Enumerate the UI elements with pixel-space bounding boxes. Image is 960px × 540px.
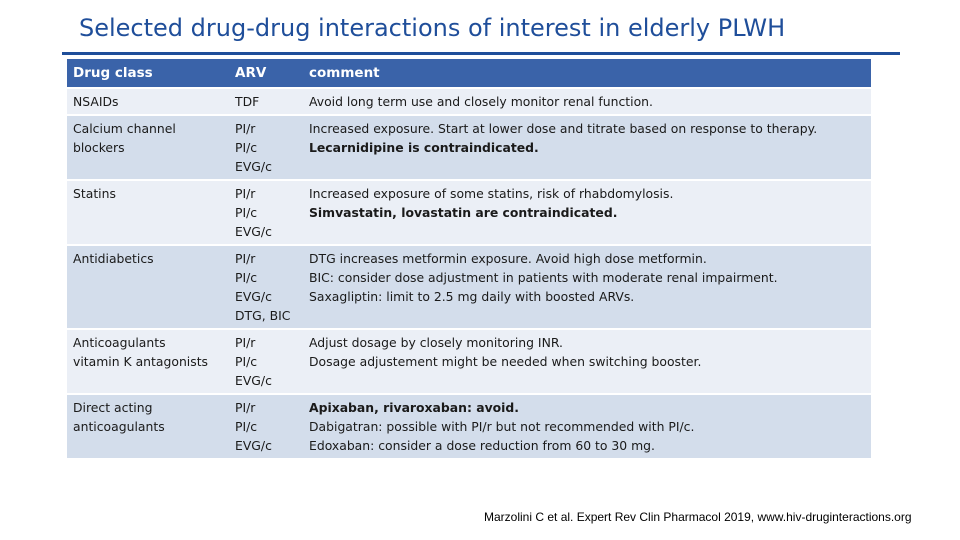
arv-line: EVG/c xyxy=(235,159,272,174)
comment-cell xyxy=(303,181,871,246)
reference-citation: Marzolini C et al. Expert Rev Clin Pharmacol 2019, www.hiv-druginteractions.org xyxy=(484,510,912,524)
comment-line: Simvastatin, lovastatin are contraindicated. xyxy=(309,205,618,220)
arv-line: EVG/c xyxy=(235,289,272,304)
header-arv: ARV xyxy=(229,59,303,89)
comment-line: Avoid long term use and closely monitor renal function. xyxy=(309,94,653,109)
arv-cell xyxy=(229,89,303,116)
arv-cell xyxy=(229,116,303,181)
comment-line: Edoxaban: consider a dose reduction from 60 to 30 mg. xyxy=(309,438,655,453)
comment-line: Lecarnidipine is contraindicated. xyxy=(309,140,539,155)
table-row xyxy=(67,116,871,181)
arv-line: EVG/c xyxy=(235,224,272,239)
arv-line: TDF xyxy=(235,94,260,109)
arv-line: PI/c xyxy=(235,205,258,220)
arv-line: PI/r xyxy=(235,121,256,136)
comment-line: Saxagliptin: limit to 2.5 mg daily with boosted ARVs. xyxy=(309,289,635,304)
drug-class-line: Anticoagulants xyxy=(73,335,166,350)
arv-cell xyxy=(229,330,303,395)
comment-line: Increased exposure. Start at lower dose and titrate based on response to therapy. xyxy=(309,121,818,136)
arv-cell xyxy=(229,246,303,330)
drug-class-cell xyxy=(67,330,229,395)
drug-class-cell xyxy=(67,116,229,181)
drug-class-line: Antidiabetics xyxy=(73,251,154,266)
arv-line: PI/c xyxy=(235,419,258,434)
comment-line: Increased exposure of some statins, risk of rhabdomylosis. xyxy=(309,186,674,201)
drug-class-line: vitamin K antagonists xyxy=(73,354,209,369)
comment-line: Apixaban, rivaroxaban: avoid. xyxy=(309,400,519,415)
arv-line: EVG/c xyxy=(235,438,272,453)
arv-cell xyxy=(229,181,303,246)
drug-class-cell xyxy=(67,89,229,116)
drug-class-cell xyxy=(67,395,229,460)
comment-cell xyxy=(303,89,871,116)
drug-class-line: blockers xyxy=(73,140,125,155)
table-row xyxy=(67,246,871,330)
drug-class-line: Direct acting xyxy=(73,400,153,415)
arv-line: EVG/c xyxy=(235,373,272,388)
table-row xyxy=(67,181,871,246)
arv-line: PI/c xyxy=(235,354,258,369)
slide-title: Selected drug-drug interactions of interest in elderly PLWH xyxy=(79,14,786,42)
arv-line: PI/r xyxy=(235,186,256,201)
header-drug-class: Drug class xyxy=(67,59,229,89)
comment-line: BIC: consider dose adjustment in patients with moderate renal impairment. xyxy=(309,270,778,285)
comment-line: Dabigatran: possible with PI/r but not recommended with PI/c. xyxy=(309,419,695,434)
comment-cell xyxy=(303,330,871,395)
arv-line: PI/r xyxy=(235,335,256,350)
arv-line: PI/c xyxy=(235,270,258,285)
arv-line: PI/r xyxy=(235,400,256,415)
drug-class-cell xyxy=(67,181,229,246)
drug-class-line: anticoagulants xyxy=(73,419,165,434)
drug-class-cell xyxy=(67,246,229,330)
comment-cell xyxy=(303,246,871,330)
table-row xyxy=(67,330,871,395)
table-row xyxy=(67,395,871,460)
arv-cell xyxy=(229,395,303,460)
interactions-table xyxy=(67,59,871,460)
table-header-row xyxy=(67,59,871,89)
drug-class-line: Statins xyxy=(73,186,116,201)
arv-line: DTG, BIC xyxy=(235,308,291,323)
comment-line: Adjust dosage by closely monitoring INR. xyxy=(309,335,563,350)
comment-cell xyxy=(303,395,871,460)
comment-line: Dosage adjustement might be needed when switching booster. xyxy=(309,354,702,369)
arv-line: PI/c xyxy=(235,140,258,155)
table-row xyxy=(67,89,871,116)
drug-class-line: NSAIDs xyxy=(73,94,119,109)
header-comment: comment xyxy=(303,59,871,89)
arv-line: PI/r xyxy=(235,251,256,266)
title-underline xyxy=(62,52,900,55)
comment-line: DTG increases metformin exposure. Avoid high dose metformin. xyxy=(309,251,707,266)
drug-class-line: Calcium channel xyxy=(73,121,176,136)
comment-cell xyxy=(303,116,871,181)
